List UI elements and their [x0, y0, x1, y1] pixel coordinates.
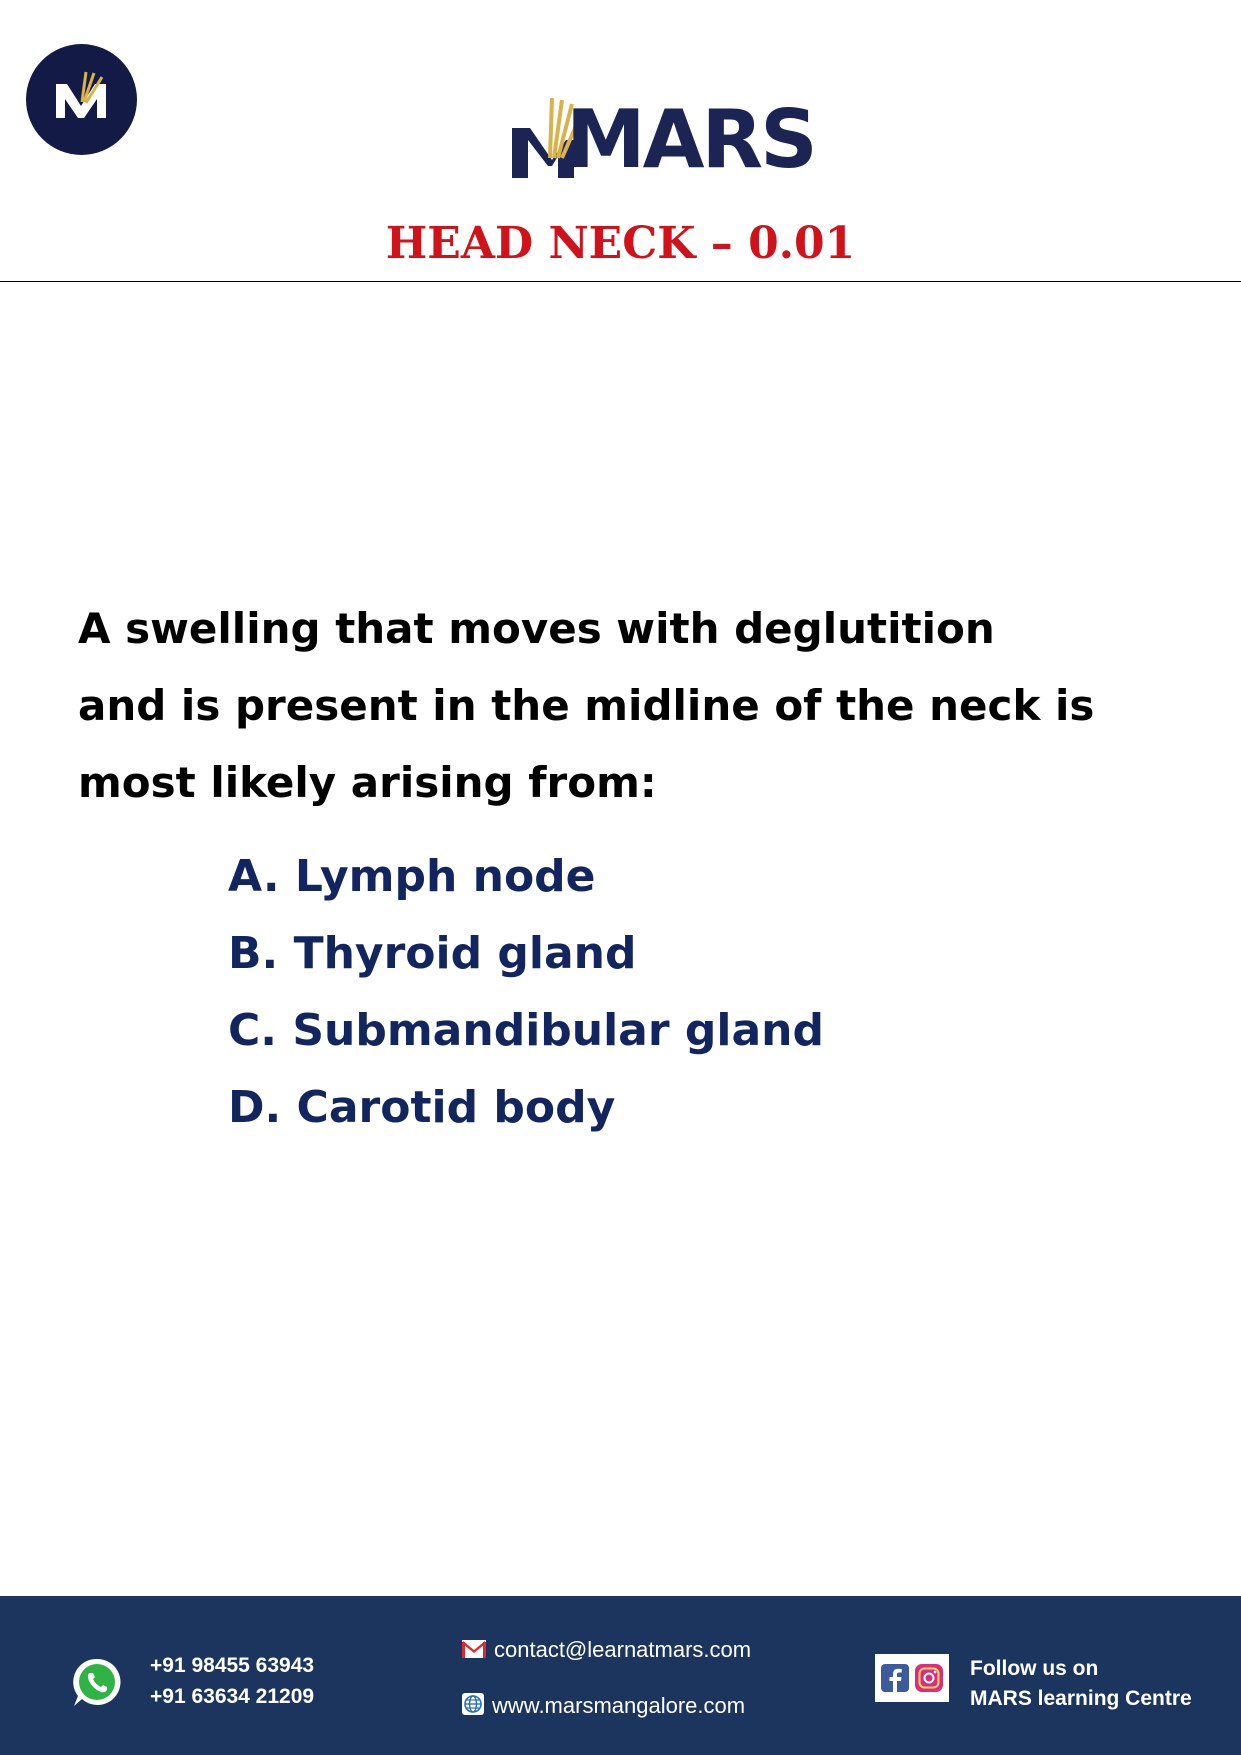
question-text	[78, 590, 1188, 821]
website-contact	[462, 1692, 745, 1722]
facebook-icon	[881, 1664, 909, 1692]
question-line: A swelling that moves with deglutition	[78, 604, 995, 653]
option-b: B. Thyroid gland	[228, 928, 637, 979]
header-divider	[0, 281, 1241, 282]
whatsapp-icon	[70, 1656, 124, 1714]
website-link[interactable]: www.marsmangalore.com	[492, 1693, 746, 1718]
follow-line[interactable]: MARS learning Centre	[970, 1687, 1192, 1710]
question-line: most likely arising from:	[78, 758, 657, 807]
follow-us-text	[970, 1654, 1192, 1714]
email-contact	[462, 1636, 751, 1665]
option-d: D. Carotid body	[228, 1082, 616, 1133]
footer-bar	[0, 1596, 1241, 1755]
email-link[interactable]: contact@learnatmars.com	[494, 1637, 752, 1662]
option-a: A. Lymph node	[228, 851, 596, 902]
follow-line: Follow us on	[970, 1657, 1099, 1680]
phone-numbers	[150, 1650, 314, 1712]
brand-logo	[510, 92, 815, 186]
phone-number[interactable]: +91 98455 63943	[150, 1654, 315, 1677]
envelope-icon	[462, 1637, 486, 1665]
globe-icon	[462, 1693, 484, 1722]
answer-options	[228, 838, 824, 1146]
corner-logo-icon	[26, 44, 137, 155]
instagram-icon	[915, 1664, 943, 1692]
brand-wordmark: MARS	[566, 93, 815, 186]
question-line: and is present in the midline of the neck is	[78, 681, 1095, 730]
social-icons	[875, 1654, 949, 1706]
phone-number[interactable]: +91 63634 21209	[150, 1685, 315, 1708]
page-title: HEAD NECK – 0.01	[385, 218, 856, 269]
option-c: C. Submandibular gland	[228, 1005, 824, 1056]
